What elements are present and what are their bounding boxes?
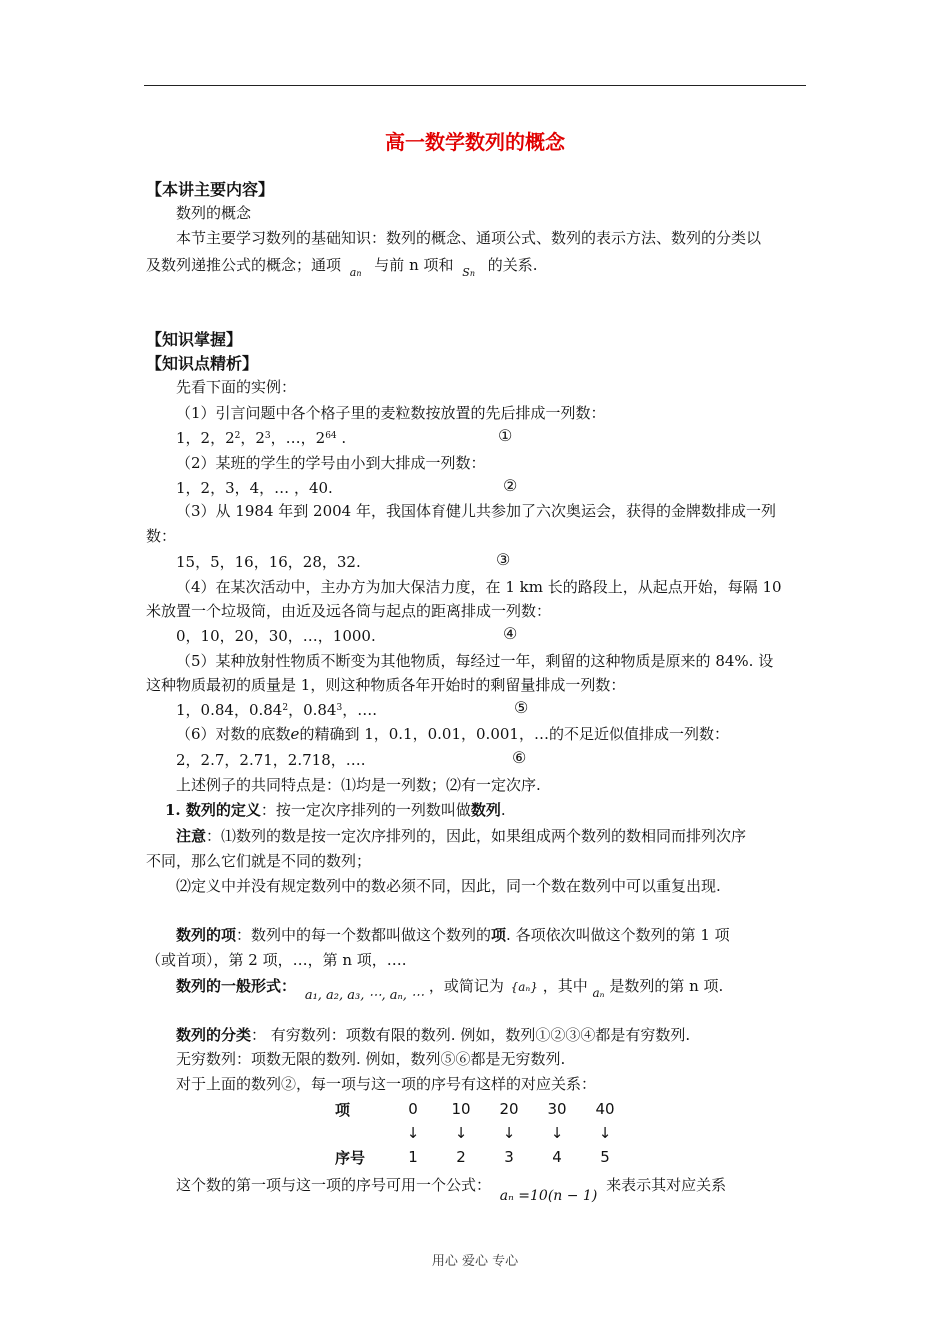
- marker-2: ②: [503, 476, 518, 495]
- general-form-line: 数列的一般形式： a₁, a₂, a₃, ⋯, aₙ, ⋯ ，或简记为 {aₙ} ，其中 $_{a_n}$ 是数列的第 n 项.: [176, 977, 724, 1003]
- example-4-desc-1: （4）在某次活动中，主办方为加大保洁力度，在 1 km 长的路段上，从起点开始，每隔 10: [176, 578, 782, 596]
- down-arrow: ↓: [406, 1124, 420, 1142]
- sn-symbol: S: [462, 266, 470, 279]
- example-4-desc-2: 米放置一个垃圾筒，由近及远各筒与起点的距离排成一列数：: [146, 602, 552, 620]
- terms-line-1: 数列的项：数列中的每一个数都叫做这个数列的项. 各项依次叫做这个数列的第 1 项: [176, 926, 730, 944]
- example-3-seq: 15，5，16，16，28，32.: [176, 553, 361, 571]
- example-3-desc-1: （3）从 1984 年到 2004 年，我国体育健儿共参加了六次奥运会，获得的金牌数排成一列: [176, 502, 776, 520]
- general-term-formula: aₙ =10(n − 1): [499, 1188, 598, 1204]
- index-cell: 4: [552, 1148, 562, 1166]
- term-cell: 40: [595, 1100, 615, 1118]
- section-heading-knowledge: 【知识掌握】: [146, 330, 243, 349]
- classification-finite: 数列的分类： 有穷数列：项数有限的数列. 例如，数列①②③④都是有穷数列.: [176, 1026, 691, 1044]
- example-1-desc: （1）引言问题中各个格子里的麦粒数按放置的先后排成一列数：: [176, 404, 606, 422]
- correspondence-intro: 对于上面的数列②，每一项与这一项的序号有这样的对应关系：: [176, 1075, 597, 1093]
- marker-4: ④: [503, 624, 518, 643]
- down-arrow: ↓: [454, 1124, 468, 1142]
- example-6-seq: 2，2.7，2.71，2.718，….: [176, 751, 366, 769]
- term-cell: 30: [547, 1100, 567, 1118]
- common-features: 上述例子的共同特点是：⑴均是一列数；⑵有一定次序.: [176, 776, 541, 794]
- note-line-2: 不同，那么它们就是不同的数列；: [146, 852, 372, 870]
- index-row-label: 序号: [335, 1148, 366, 1167]
- marker-3: ③: [496, 550, 511, 569]
- term-row-label: 项: [335, 1100, 351, 1119]
- term-cell: 10: [451, 1100, 471, 1118]
- marker-6: ⑥: [512, 748, 527, 767]
- example-3-desc-2: 数：: [146, 527, 177, 545]
- example-1-seq: 1，2，$2^2$，$2^3$，…，$2^{64}$ .: [176, 429, 347, 447]
- example-5-desc-2: 这种物质最初的质量是 1，则这种物质各年开始时的剩留量排成一列数：: [146, 676, 626, 694]
- marker-5: ⑤: [514, 698, 529, 717]
- marker-1: ①: [498, 426, 513, 445]
- page-footer: 用心 爱心 专心: [431, 1254, 519, 1269]
- note-line-3: ⑵定义中并没有规定数列中的数必须不同，因此，同一个数在数列中可以重复出现.: [176, 877, 721, 895]
- note-line-1: 注意：⑴数列的数是按一定次序排列的，因此，如果组成两个数列的数相同而排列次序: [176, 827, 747, 845]
- sequence-shorthand: {aₙ}: [510, 980, 538, 994]
- index-row: [335, 1145, 629, 1169]
- formula-line: 这个数的第一项与这一项的序号可用一个公式： aₙ =10(n − 1) 来表示其对应关系: [176, 1176, 727, 1204]
- index-cell: 2: [456, 1148, 466, 1166]
- term-cell: 20: [499, 1100, 519, 1118]
- section-heading-main-content: 【本讲主要内容】: [146, 180, 275, 199]
- arrow-row: [335, 1121, 629, 1145]
- index-cell: 5: [600, 1148, 610, 1166]
- down-arrow: ↓: [550, 1124, 564, 1142]
- index-cell: 3: [504, 1148, 514, 1166]
- topic-line: 数列的概念: [176, 204, 252, 222]
- definition-line: 1. 数列的定义：按一定次序排列的一列数叫做数列.: [165, 801, 506, 819]
- example-2-seq: 1，2，3，4，… ，40.: [176, 479, 333, 497]
- term-cell: 0: [408, 1100, 418, 1118]
- example-4-seq: 0，10，20，30，…，1000.: [176, 627, 376, 645]
- terms-line-2: （或首项），第 2 项，…，第 n 项，….: [146, 951, 407, 969]
- general-form-formula: a₁, a₂, a₃, ⋯, aₙ, ⋯: [304, 988, 425, 1003]
- example-2-desc: （2）某班的学生的学号由小到大排成一列数：: [176, 454, 486, 472]
- intro-line-1: 本节主要学习数列的基础知识：数列的概念、通项公式、数列的表示方法、数列的分类以: [176, 229, 762, 247]
- lead-line: 先看下面的实例：: [176, 378, 297, 396]
- an-symbol: a: [349, 266, 357, 279]
- example-6-desc: （6）对数的底数e的精确到 1，0.1，0.01，0.001，…的不足近似值排成一列数：: [176, 725, 729, 743]
- page-title: 高一数学数列的概念: [385, 130, 565, 154]
- index-cell: 1: [408, 1148, 418, 1166]
- intro-line-2: 及数列递推公式的概念；通项 $_{an}$ 与前 n 项和 $_{Sn}$ 的关系.: [146, 256, 538, 279]
- top-rule: [144, 85, 806, 86]
- classification-infinite: 无穷数列：项数无限的数列. 例如，数列⑤⑥都是无穷数列.: [176, 1050, 566, 1068]
- down-arrow: ↓: [598, 1124, 612, 1142]
- example-5-desc-1: （5）某种放射性物质不断变为其他物质，每经过一年，剩留的这种物质是原来的 84%. 设: [176, 652, 774, 670]
- term-index-mapping-table: [335, 1097, 629, 1169]
- down-arrow: ↓: [502, 1124, 516, 1142]
- term-row: [335, 1097, 629, 1121]
- section-subheading-analysis: 【知识点精析】: [146, 354, 259, 373]
- example-5-seq: 1，0.84，0.84$^2$，0.84$^3$，….: [176, 701, 377, 719]
